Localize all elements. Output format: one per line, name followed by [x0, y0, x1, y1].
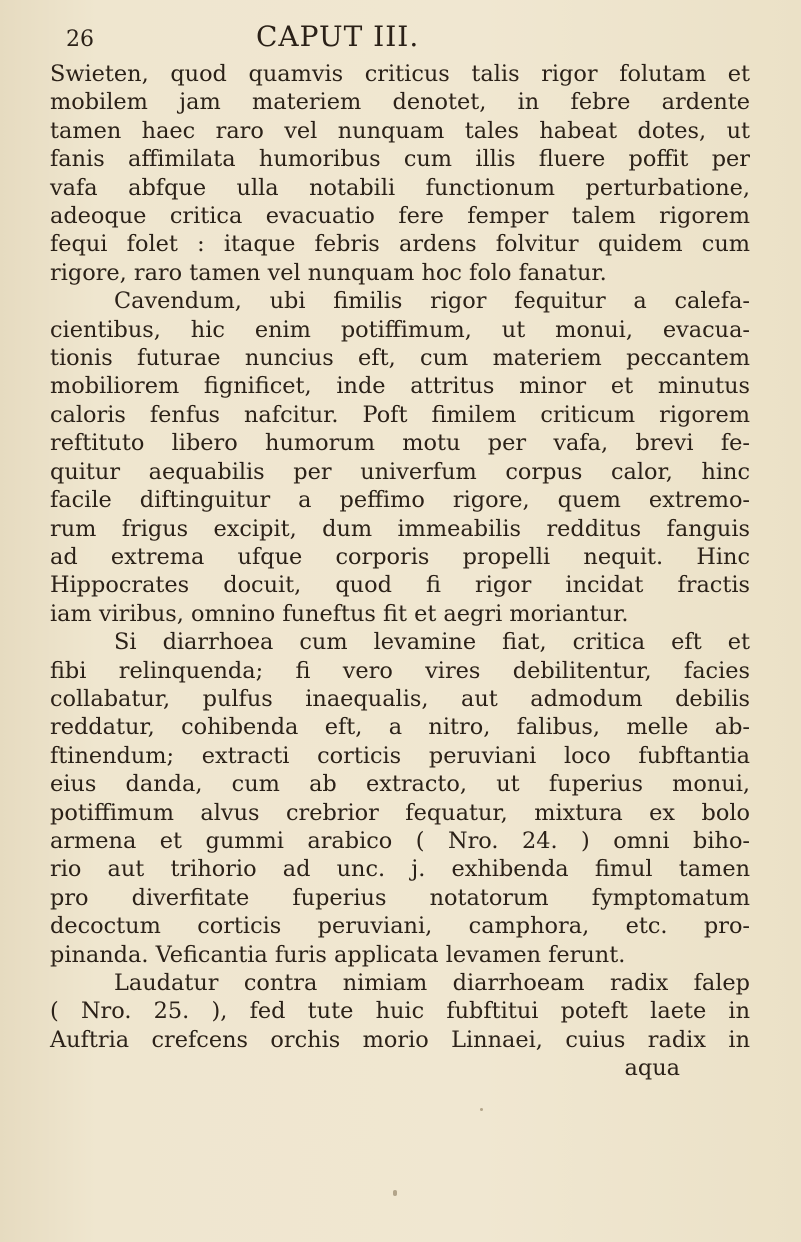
text-line: pro diverfitate fuperius notatorum fymptomatum	[50, 884, 750, 911]
text-line: decoctum corticis peruviani, camphora, etc. pro-	[50, 913, 750, 940]
text-line: vafa abfque ulla notabili functionum perturbatione,	[50, 174, 750, 201]
text-line: tamen haec raro vel nunquam tales habeat dotes, ut	[50, 117, 750, 144]
text-line: mobilem jam materiem denotet, in febre ardente	[50, 89, 750, 116]
text-line: caloris fenfus nafcitur. Poft fimilem criticum rigorem	[50, 401, 750, 428]
paper-speck	[480, 1108, 483, 1111]
text-line: facile diftinguitur a peffimo rigore, quem extremo-	[50, 487, 750, 514]
paper-speck	[393, 1190, 397, 1196]
text-line: Laudatur contra nimiam diarrhoeam radix falep	[114, 970, 750, 996]
text-line: rio aut trihorio ad unc. j. exhibenda fimul tamen	[50, 856, 750, 883]
text-line: collabatur, pulfus inaequalis, aut admodum debilis	[50, 685, 750, 712]
catchword: aqua	[624, 1055, 680, 1082]
text-line: adeoque critica evacuatio fere femper talem rigorem	[50, 203, 750, 230]
text-line: tionis futurae nuncius eft, cum materiem peccantem	[50, 345, 750, 372]
text-line: fequi folet : itaque febris ardens folvitur quidem cum	[50, 231, 750, 258]
page-number: 26	[66, 27, 94, 52]
text-line: fibi relinquenda; fi vero vires debilitentur, facies	[50, 657, 750, 684]
text-line: Cavendum, ubi fimilis rigor fequitur a calefa-	[114, 288, 750, 315]
text-line: rigore, raro tamen vel nunquam hoc folo fanatur.	[50, 259, 607, 286]
text-line: quitur aequabilis per univerfum corpus calor, hinc	[50, 458, 750, 485]
text-line: Auftria crefcens orchis morio Linnaei, cuius radix in	[50, 1026, 750, 1053]
text-line: reftituto libero humorum motu per vafa, brevi fe-	[50, 430, 750, 457]
text-line: ftinendum; extracti corticis peruviani loco fubftantia	[50, 742, 750, 769]
text-line: pinanda. Veficantia furis applicata levamen ferunt.	[50, 941, 626, 968]
body-text	[50, 60, 750, 1083]
text-line: iam viribus, omnino funeftus fit et aegri moriantur.	[50, 600, 629, 627]
page-header	[50, 20, 757, 54]
text-line: rum frigus excipit, dum immeabilis redditus fanguis	[50, 515, 750, 542]
text-line: potiffimum alvus crebrior fequatur, mixtura ex bolo	[50, 799, 750, 826]
text-line: fanis affimilata humoribus cum illis fluere poffit per	[50, 146, 750, 173]
text-line: cientibus, hic enim potiffimum, ut monui, evacua-	[50, 316, 750, 343]
text-line: ad extrema ufque corporis propelli nequit. Hinc	[50, 543, 750, 570]
text-line: Hippocrates docuit, quod fi rigor incidat fractis	[50, 572, 750, 599]
text-line: armena et gummi arabico ( Nro. 24. ) omni biho-	[50, 827, 750, 854]
text-line: Swieten, quod quamvis criticus talis rigor folutam et	[50, 61, 750, 87]
text-line: mobiliorem fignificet, inde attritus minor et minutus	[50, 373, 750, 400]
text-line: eius danda, cum ab extracto, ut fuperius monui,	[50, 771, 750, 798]
text-line: reddatur, cohibenda eft, a nitro, falibus, melle ab-	[50, 714, 750, 741]
running-head: CAPUT III.	[256, 20, 420, 53]
text-line: ( Nro. 25. ), fed tute huic fubftitui poteft laete in	[50, 998, 750, 1025]
text-line: Si diarrhoea cum levamine fiat, critica eft et	[114, 629, 750, 656]
